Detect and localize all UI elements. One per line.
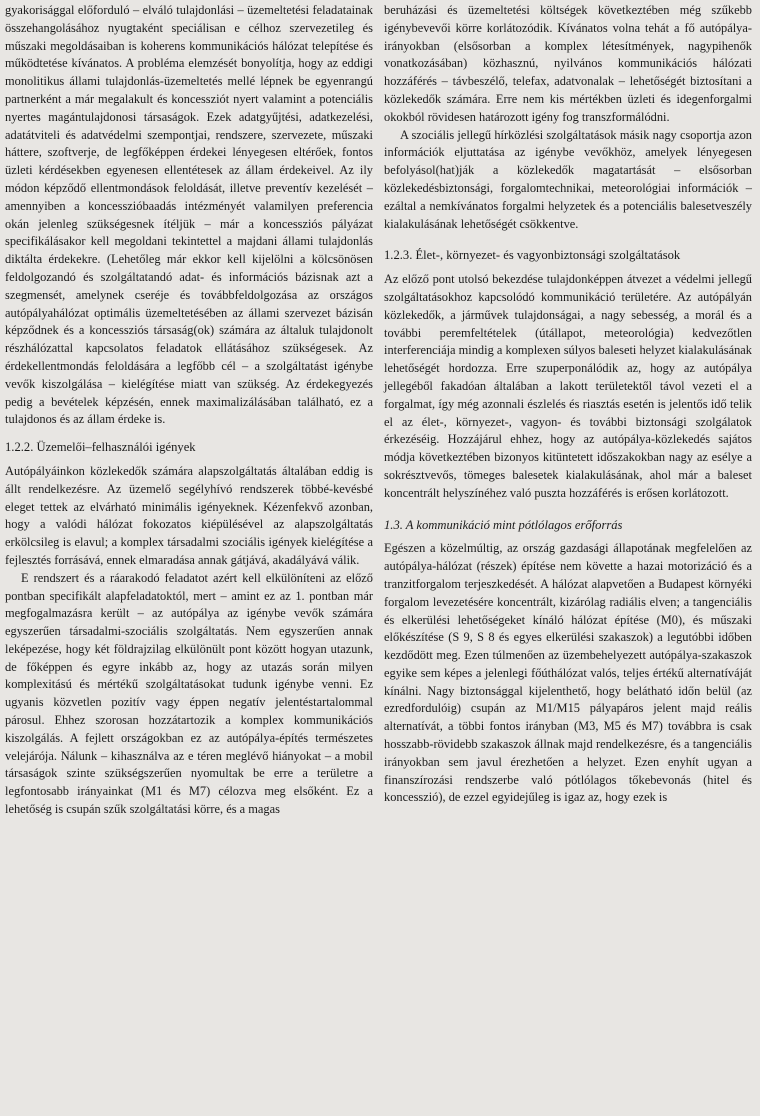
paragraph: E rendszert és a ráarakodó feladatot azért kell elkülöníteni az előző pontban specifikált alapfeladatoktól, mert – amint ez az 1. pontban már megfogalmazásra került – az autópálya az igénybe vevők számára egyszerűen társadalmi-szociális szolgáltatás. Nem egyszerűen annak leképezése, hogy két földrajzilag elkülönült pont között hogyan utazunk, de főképpen és egyre inkább az, hogy az utazás során milyen komplexitású és mértékű szolgáltatásokat tudunk igénybe venni. Ez ugyanis közvetlen pozitív vagy éppen negatív jelentéstartalommal párosul. Ehhez szorosan hozzátartozik a komplex kommunikációs kiszolgálás. A fejlett országokban ez az autópálya-építés természetes velejárója. Nálunk – kihasználva az e téren meglévő hiányokat – a mobil társaságok szinte szükségszerűen nyomultak be erre a területre a legfontosabb irányainkat (M1 és M7) célozva meg elsőként. Ez a lehetőség is csupán szűk szolgáltatási körre, és a magas xyxy=(5,570,373,817)
section-heading-1-2-2: 1.2.2. Üzemelői–felhasználói igények xyxy=(5,440,196,455)
paragraph: Egészen a közelmúltig, az ország gazdasági állapotának megfelelően az autópálya-hálózat (részek) építése nem követte a hazai motorizáció és a tranzitforgalom terjeszkedését. A hálózat alapvetően a Budapest környéki forgalom levezetésére koncentrált, kizárólag radiális elven; a tangenciális és elkerülési lehetőségeket kínáló hálózat építése (M0), és műszaki előkészítése (S 9, S 8 és egyes elkerülési szakaszok) a legutóbbi időben kezdődött meg. Ezen túlmenően az üzembehelyezett autópálya-szakaszok egyike sem képes a jelenlegi főúthálózat valós, teljes értékű alternatíváját kínálni. Nagy biztonsággal kijelenthető, hogy belátható időn belül (az ezredfordulóig) csupán az M1/M15 pályapáros jelent majd reális alternatívát, a többi fontos irányban (M3, M5 és M7) továbbra is csak hosszabb-rövidebb szakaszok állnak majd rendelkezésre, és a tangenciális irányokban sem javul érezhetően a helyzet. Ezen enyhít ugyan a finanszírozási rendszerbe való pótlólagos tőkebevonás (hitel és koncesszió), de ezzel egyidejűleg is igaz az, hogy ezek is xyxy=(384,541,752,805)
paragraph: A szociális jellegű hírközlési szolgáltatások másik nagy csoportja azon információk eljuttatása az igénybe vevőkhöz, amelyek lényegesen befolyásol(hat)ják a közlekedők magatartását – elsősorban közlekedésbiztonsági, forgalomtechnikai, meteorológiai információk – ezáltal a nemkívánatos forgalmi helyzetek és a potenciális balesetveszély kialakulásának lehetőségét csökkentve. xyxy=(384,127,752,231)
section-heading-1-3: 1.3. A kommunikáció mint pótlólagos erőforrás xyxy=(384,517,623,532)
paragraph: gyakorisággal előforduló – elváló tulajdonlási – üzemeltetési feladatainak összehangolásához nyugtaként speciálisan e célhoz szervezetileg és műszaki megoldásaiban is koherens kommunikációs hálózat telepítése és működtetése kívánatos. A probléma elemzését bonyolítja, hogy az eddigi monolitikus állami tulajdonlás-üzemeltetés mellé lépnek be egyenrangú partnerként a már megalakult és koncessziót nyert valamint a potenciális nyertes magántulajdonosi társaságok. Ezek adatgyűjtési, adatkezelési, adatátviteli és adatvédelmi szempontjai, rendszere, szervezete, műszaki háttere, szoftverje, de legfőképpen érdekei lényegesen eltérőek, fontos üzleti kérdésekben egyenesen ellentétesek az állam érdekeivel. Az ily módon képződő ellentmondások feloldását, illetve preventív kezelését – amennyiben a koncesszióbaadás intézményét valamilyen preferencia okán jelenleg szükségesnek ítéljük – már a koncessziós pályázat specifikálásakor kell megoldani tekintettel a majdani állami tulajdonlás diktálta érdekekre. (Lehetőleg már ekkor kell kijelölni a kölcsönösen feldolgozandó és szolgáltatandó adat- és információs bázisnak azt a szegmensét, amelynek cseréje és továbbfeldolgozása az országos autópályahálózat optimális üzemeltetésében az állami szervezet bázisán képződnek és a koncessziós társaság(ok) számára az általuk tulajdonolt részhálózattal kapcsolatos feladatok ellátásához szükségesek. Az érdekellentmondás feloldására a legfőbb cél – a szolgáltatást igénybe vevők kiszolgálása – kielégítése miatt van szükség. Az érdekegyezés pedig a bevételek képzésén, ennek maximalizálásában található, ez a tulajdonos és az állam érdeke is. xyxy=(5,3,373,427)
left-column xyxy=(5,2,373,1116)
paragraph: beruházási és üzemeltetési költségek következtében még szűkebb igénybevevői körre korlátozódik. Kívánatos volna tehát a fő autópálya-irányokban (elsősorban a komplex létesítmények, nagypihenők vonatkozásában) közhasznú, nyilvános kommunikációs hálózati hozzáférés – távbeszélő, telefax, adatvonalak – lehetőségét biztosítani a közlekedők számára. Erre nem kis mértékben üzleti és idegenforgalmi okokból rövidesen határozott igény fog transzformálódni. xyxy=(384,3,752,124)
section-heading-1-2-3: 1.2.3. Élet-, környezet- és vagyonbiztonsági szolgáltatások xyxy=(384,248,681,263)
right-column xyxy=(384,2,752,1116)
paragraph: Autópályáinkon közlekedők számára alapszolgáltatás általában eddig is állt rendelkezésre. Az üzemelő segélyhívó rendszerek többé-kevésbé eleget tettek az elvárható minimális igényeknek. Kézenfekvő azonban, hogy a valódi hálózat fokozatos kiépülésével az alapszolgáltatás erkölcsileg is elavul; a komplex társadalmi szociális igények kielégítése a fejlesztés forrásává, ennek elmaradása annak gátjává, akadályává válik. xyxy=(5,463,373,567)
paragraph: Az előző pont utolsó bekezdése tulajdonképpen átvezet a védelmi jellegű szolgáltatásokhoz kapcsolódó kommunikáció területére. Az autópályán közlekedők, a járművek tulajdonságai, a nagy sebesség, a morál és a további peremfeltételek (útállapot, meteorológia) kedvezőtlen interferenciája mindig a komplexen súlyos baleseti helyzet kialakulásának lehetőségét hordozza. Erre szuperponálódik az, hogy az autópálya jellegéből fakadóan általában a lakott területektől távol vezeti el a forgalmat, így még azonnali észlelés és riasztás esetén is jelentős idő telik el az élet-, környezet-, vagyon- és további biztonsági szolgálatok érkezéséig. Hozzájárul ehhez, hogy az autópálya-közlekedés sajátos módja következtében bizonyos kitüntetett időszakokban nagy az esélye a sokrésztvevős, tömeges balesetek kialakulásának, ahol már a baleset koncentrált helyszínéhez való puszta hozzáférés is erősen korlátozott. xyxy=(384,272,752,500)
